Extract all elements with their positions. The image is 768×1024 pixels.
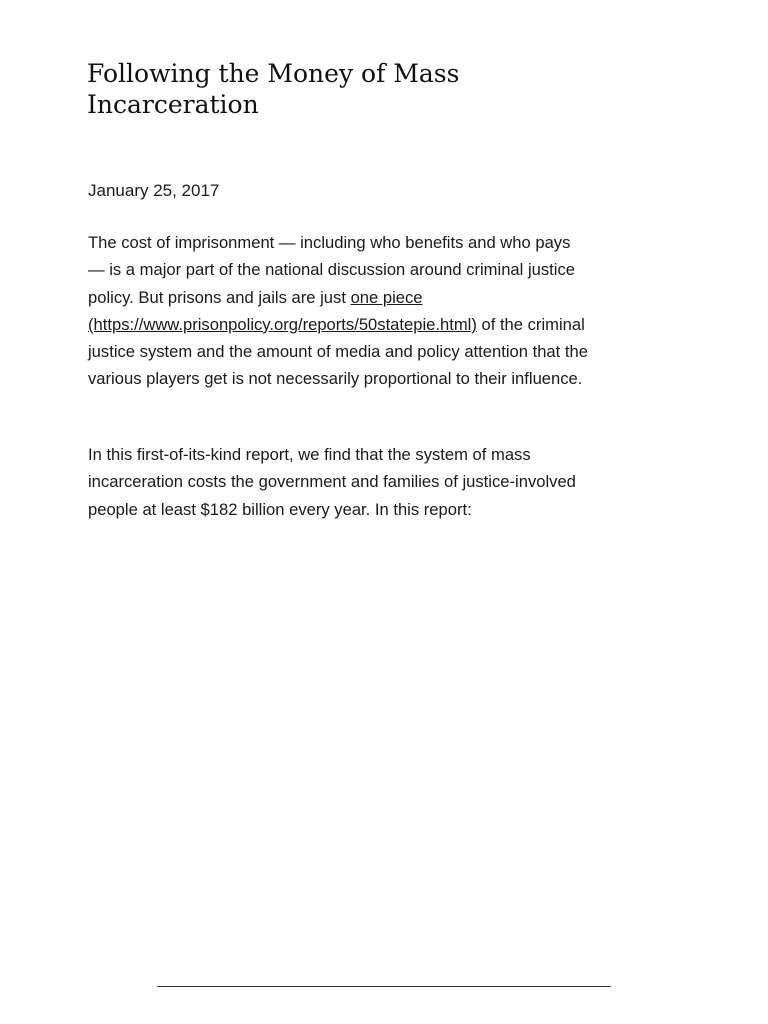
footer-divider <box>157 986 611 987</box>
article-paragraph-1 <box>88 229 588 393</box>
paragraph-text: The cost of imprisonment — including who benefits and who pays — is a major part of the national discussion around criminal justice policy. But prisons and jails are just <box>88 233 575 307</box>
article-title: Following the Money of Mass Incarceration <box>87 59 460 119</box>
link-url[interactable]: (https://www.prisonpolicy.org/reports/50statepie.html) <box>88 314 477 334</box>
link-label[interactable]: one piece <box>350 287 423 307</box>
article-date: January 25, 2017 <box>88 181 220 200</box>
paragraph-text: of the criminal justice system and the amount of media and policy attention that the various players get is not necessarily proportional to their influence. <box>88 314 588 389</box>
article-paragraph-2: In this first-of-its-kind report, we find that the system of mass incarceration costs the government and families of justice-involved people at least $182 billion every year. In this report: <box>88 445 576 519</box>
